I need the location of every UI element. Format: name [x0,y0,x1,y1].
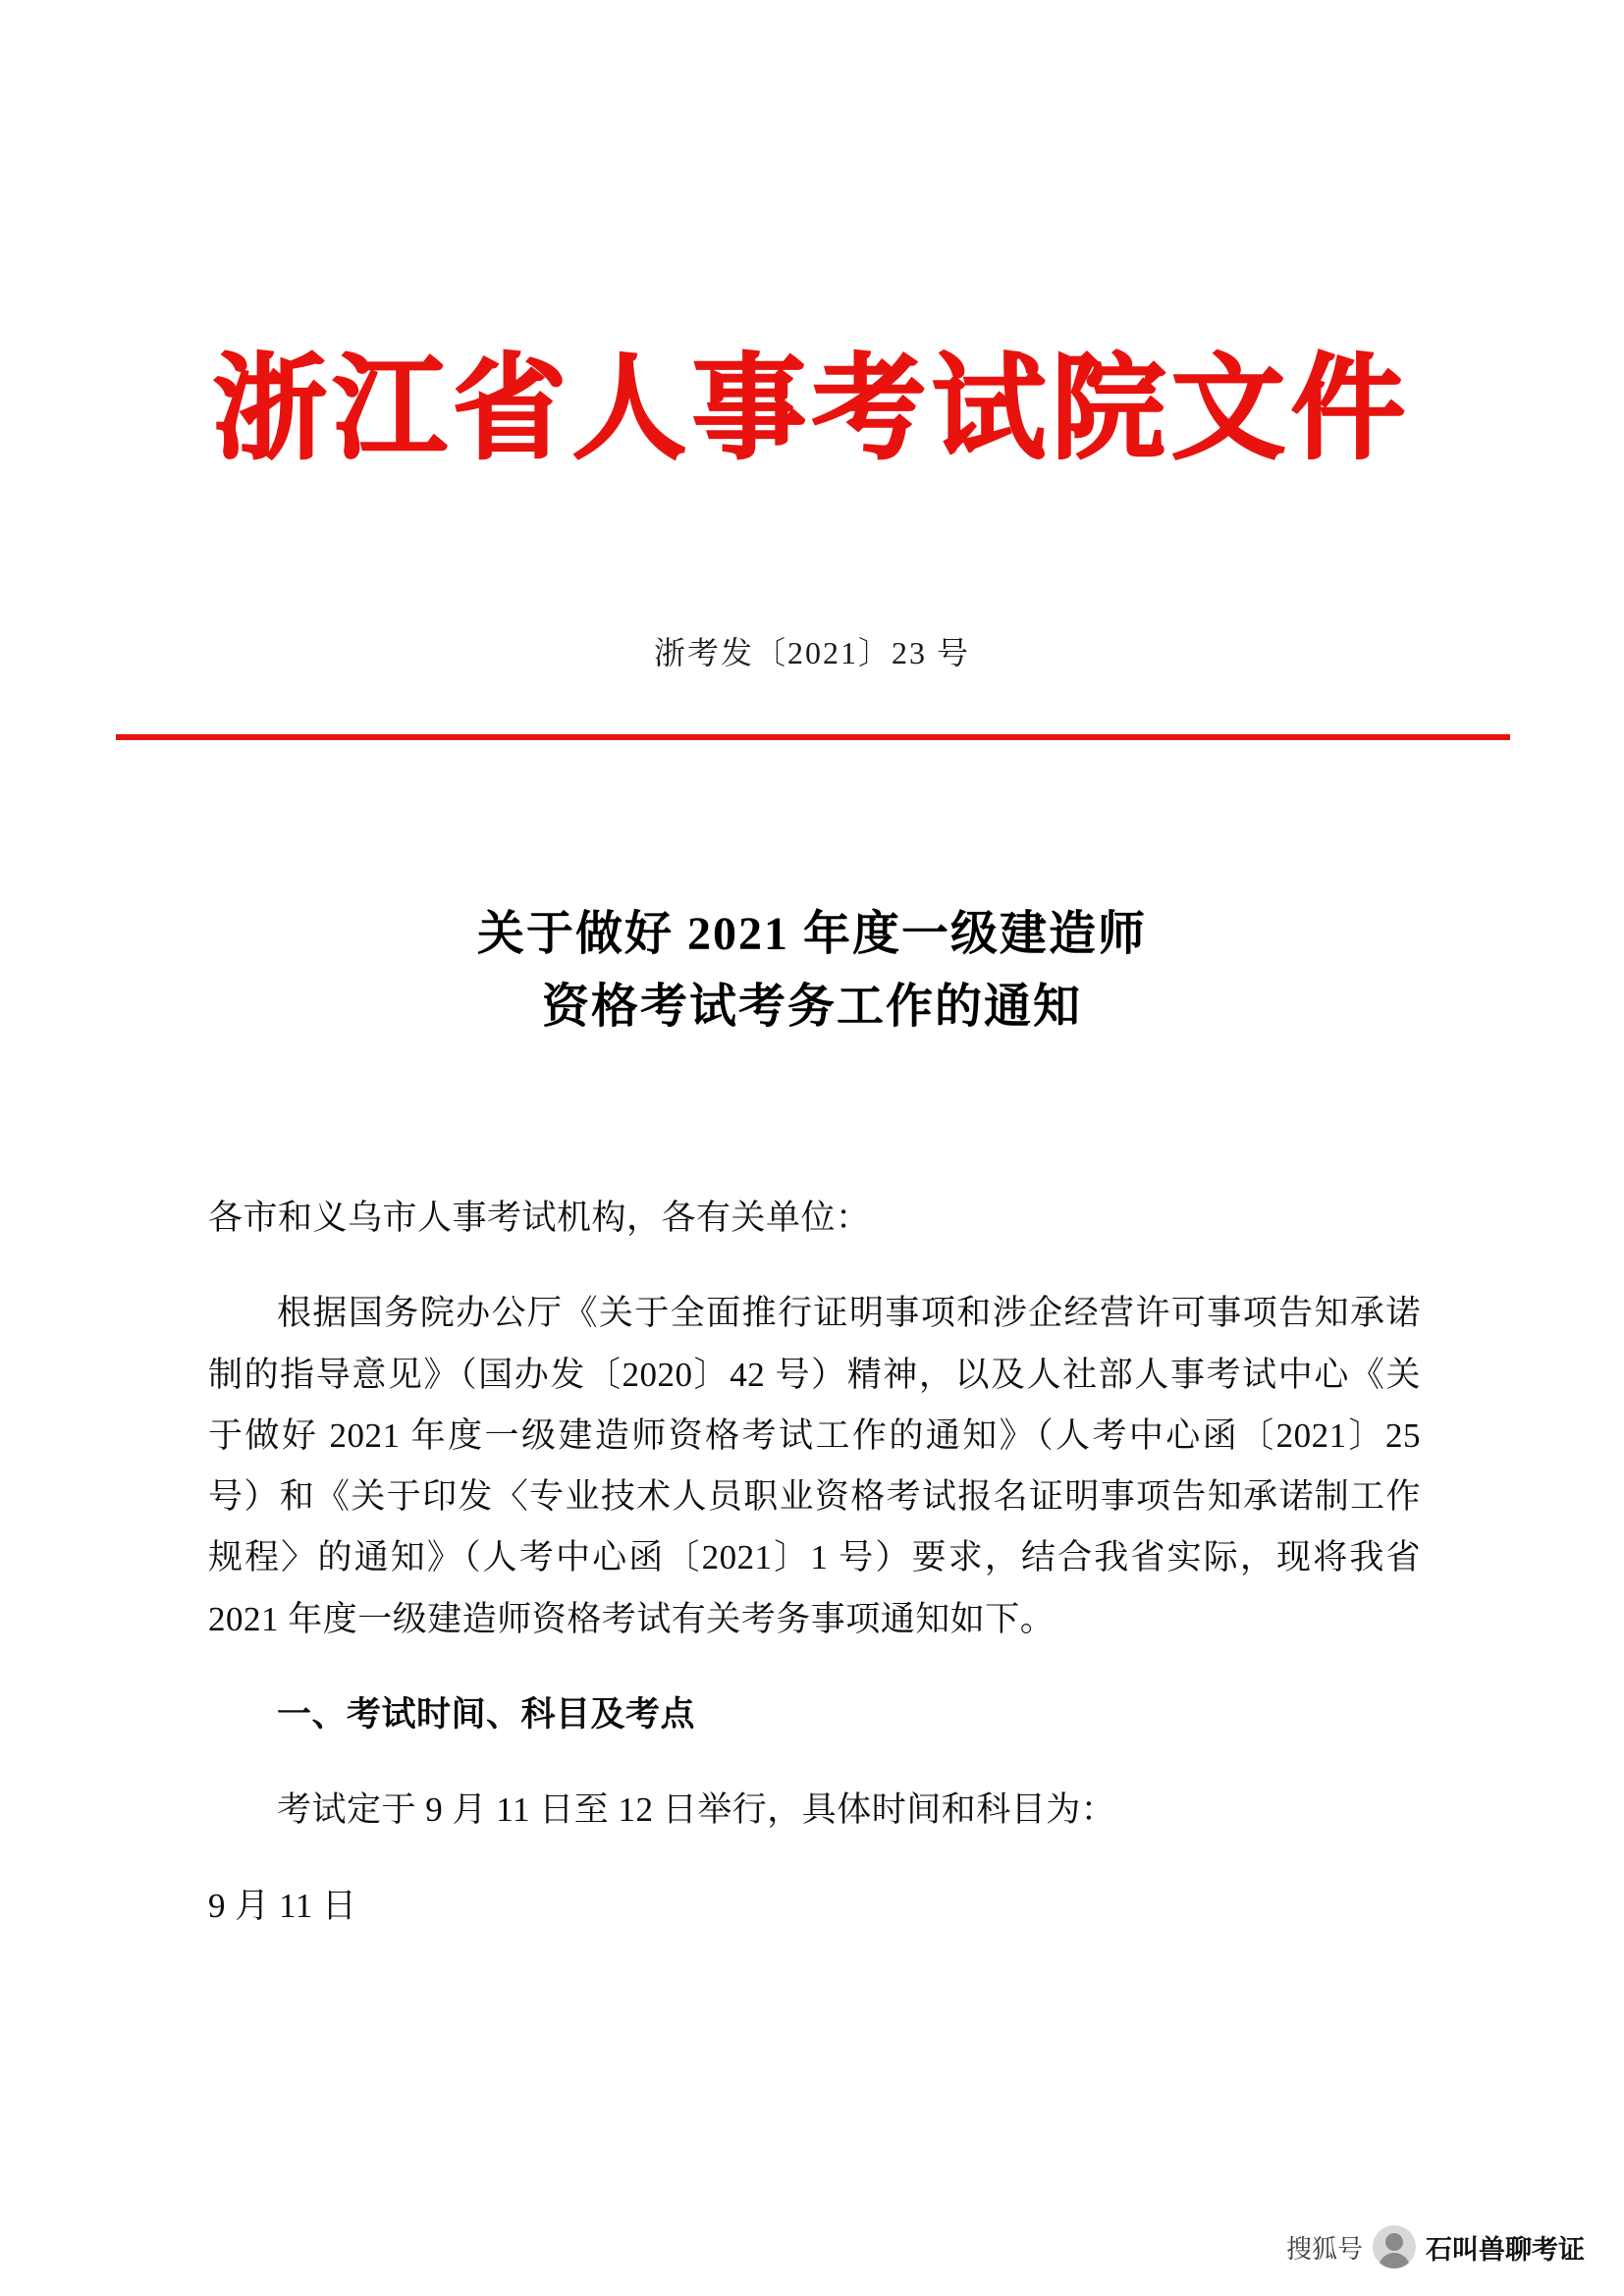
section-1-line-2: 9 月 11 日 [208,1886,357,1925]
footer-watermark [1286,2225,1585,2269]
salutation: 各市和义乌市人事考试机构，各有关单位： [208,1199,871,1237]
document-title-line-1: 关于做好 2021 年度一级建造师 [476,908,1147,960]
document-body [208,1153,1421,1971]
section-1-line-1: 考试定于 9 月 11 日至 12 日举行，具体时间和科目为： [277,1790,1116,1830]
letterhead [0,348,1624,474]
account-name: 石叫兽聊考证 [1426,2234,1585,2265]
letterhead-title: 浙江省人事考试院文件 [213,347,1411,473]
document-title [0,898,1624,1044]
platform-label: 搜狐号 [1285,2233,1363,2264]
body-paragraph-1: 根据国务院办公厅《关于全面推行证明事项和涉企经营许可事项告知承诺制的指导意见》（国办发〔2020〕42 号）精神，以及人社部人事考试中心《关于做好 2021 年度一级建造师资格考试工作的通知》（人考中心函〔2021〕25 号）和《关于印发〈专业技术人员职业资格考试报名证明事项告知承诺制工作规程〉的通知》（人考中心函〔2021〕1 号）要求，结合我省实际，现将我省 2021 年度一级建造师资格考试有关考务事项通知如下。 [208,1294,1421,1638]
user-avatar-icon [1373,2225,1416,2269]
section-heading-1: 一、考试时间、科目及考点 [277,1695,696,1735]
document-title-line-2: 资格考试考务工作的通知 [541,981,1082,1034]
document-number: 浙考发〔2021〕23 号 [653,635,970,670]
red-horizontal-rule [116,734,1510,740]
